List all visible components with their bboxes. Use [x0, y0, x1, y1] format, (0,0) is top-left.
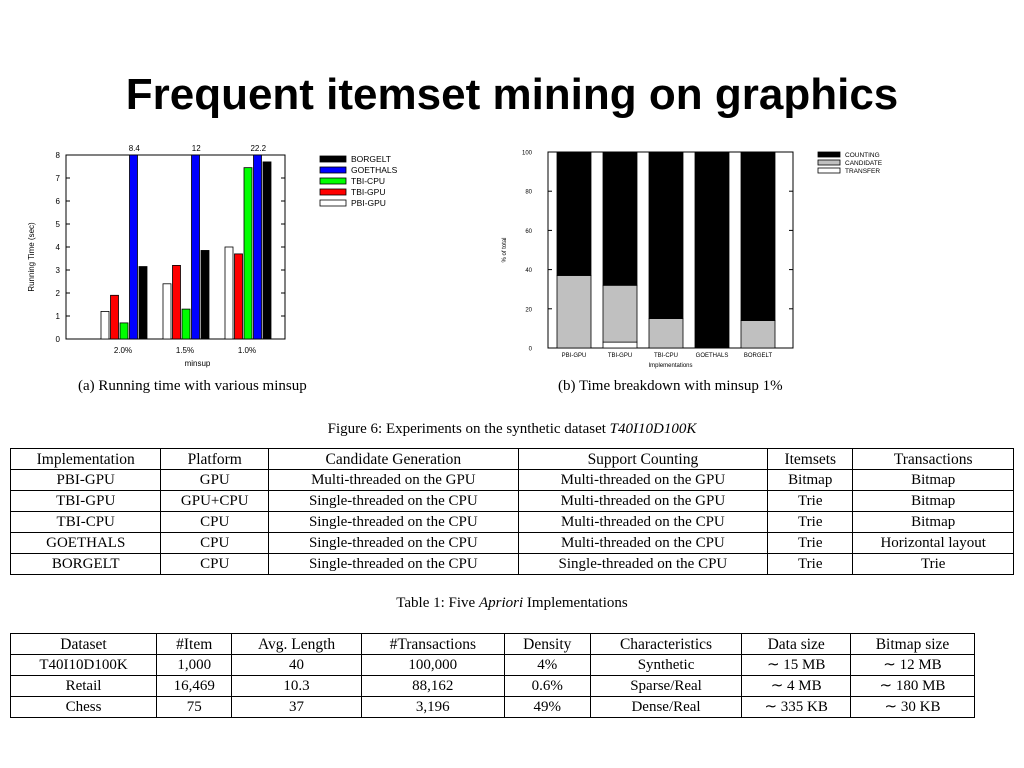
legend-label-pbi-gpu: PBI-GPU [351, 198, 386, 208]
table-row [11, 697, 975, 718]
implementations-table [10, 448, 1014, 575]
bar-goethals-2-0 [130, 155, 138, 339]
y-tick-label: 0 [55, 335, 60, 344]
x-tick-label: GOETHALS [695, 353, 729, 359]
dataset-cell-bitmap-size: ∼ 180 MB [851, 676, 975, 697]
segment-counting-tbi-cpu [649, 152, 683, 319]
y-axis-label: Running Time (sec) [27, 222, 36, 292]
impl-cell-transactions: Bitmap [853, 491, 1014, 512]
impl-cell-transactions: Bitmap [853, 512, 1014, 533]
legend-swatch-tbi-cpu [320, 178, 346, 184]
x-axis-label: Implementations [648, 363, 693, 369]
segment-candidate-pbi-gpu [557, 275, 591, 348]
dataset-cell-transactions: 100,000 [361, 655, 504, 676]
dataset-cell-dataset: Retail [11, 676, 157, 697]
impl-cell-itemsets: Trie [768, 533, 853, 554]
segment-counting-borgelt [741, 152, 775, 321]
legend-label-tbi-gpu: TBI-GPU [351, 187, 386, 197]
y-tick-label: 0 [528, 346, 532, 353]
dataset-cell-density: 4% [504, 655, 590, 676]
y-tick-label: 20 [525, 307, 532, 314]
table-caption-suffix: Implementations [523, 595, 628, 611]
impl-cell-support-counting: Multi-threaded on the GPU [518, 491, 768, 512]
impl-cell-itemsets: Trie [768, 554, 853, 575]
clipped-value-label: 12 [191, 144, 201, 153]
dataset-table [10, 633, 975, 718]
running-time-chart [20, 140, 420, 372]
legend-label-counting: COUNTING [845, 152, 880, 159]
bar-tbi-cpu-1-5 [182, 309, 190, 339]
x-tick-label: 1.5% [175, 346, 195, 355]
dataset-cell-data-size: ∼ 4 MB [742, 676, 851, 697]
impl-header-itemsets: Itemsets [768, 449, 853, 470]
dataset-cell-dataset: T40I10D100K [11, 655, 157, 676]
impl-cell-candidate-generation: Multi-threaded on the GPU [269, 470, 519, 491]
impl-cell-platform: CPU [161, 512, 269, 533]
legend-label-borgelt: BORGELT [351, 154, 391, 164]
bar-pbi-gpu-2-0 [101, 311, 109, 339]
bar-borgelt-2-0 [139, 267, 147, 339]
table-caption [0, 595, 1024, 612]
dataset-header-data-size: Data size [742, 634, 851, 655]
slide-title: Frequent itemset mining on graphics [125, 70, 899, 119]
y-tick-label: 7 [55, 174, 60, 183]
y-tick-label: 1 [55, 312, 60, 321]
legend-swatch-goethals [320, 167, 346, 173]
legend-label-goethals: GOETHALS [351, 165, 398, 175]
dataset-header-dataset: Dataset [11, 634, 157, 655]
impl-cell-transactions: Horizontal layout [853, 533, 1014, 554]
y-tick-label: 40 [525, 268, 532, 275]
impl-cell-platform: CPU [161, 554, 269, 575]
bar-goethals-1-0 [254, 155, 262, 339]
dataset-cell-density: 0.6% [504, 676, 590, 697]
impl-cell-implementation: TBI-GPU [11, 491, 161, 512]
y-axis-label: % of total [502, 237, 508, 263]
dataset-cell-dataset: Chess [11, 697, 157, 718]
dataset-header-avg-length: Avg. Length [232, 634, 361, 655]
impl-cell-platform: GPU [161, 470, 269, 491]
y-tick-label: 8 [55, 151, 60, 160]
table-caption-prefix: Table 1: Five [396, 595, 479, 611]
dataset-header-bitmap-size: Bitmap size [851, 634, 975, 655]
impl-cell-implementation: BORGELT [11, 554, 161, 575]
dataset-header-density: Density [504, 634, 590, 655]
figure-caption-prefix: Figure 6: Experiments on the synthetic dataset [327, 421, 610, 437]
y-tick-label: 100 [521, 150, 532, 157]
table-row [11, 554, 1014, 575]
segment-counting-pbi-gpu [557, 152, 591, 275]
bar-pbi-gpu-1-0 [225, 247, 233, 339]
dataset-header-characteristics: Characteristics [590, 634, 742, 655]
bar-tbi-gpu-1-0 [235, 254, 243, 339]
dataset-cell-avg-length: 10.3 [232, 676, 361, 697]
impl-cell-candidate-generation: Single-threaded on the CPU [269, 533, 519, 554]
dataset-cell-density: 49% [504, 697, 590, 718]
impl-cell-support-counting: Multi-threaded on the CPU [518, 533, 768, 554]
legend-swatch-tbi-gpu [320, 189, 346, 195]
impl-cell-implementation: TBI-CPU [11, 512, 161, 533]
chart-b-caption: (b) Time breakdown with minsup 1% [558, 378, 783, 394]
table-row [11, 533, 1014, 554]
dataset-cell-characteristics: Synthetic [590, 655, 742, 676]
legend-label-tbi-cpu: TBI-CPU [351, 176, 385, 186]
impl-header-support-counting: Support Counting [518, 449, 768, 470]
bar-tbi-cpu-2-0 [120, 323, 128, 339]
x-tick-label: 1.0% [237, 346, 257, 355]
legend-swatch-pbi-gpu [320, 200, 346, 206]
bar-borgelt-1-5 [201, 250, 209, 339]
table-row [11, 512, 1014, 533]
y-tick-label: 80 [525, 189, 532, 196]
table-row [11, 655, 975, 676]
figure-caption [0, 421, 1024, 438]
x-tick-label: PBI-GPU [561, 353, 587, 359]
y-tick-label: 6 [55, 197, 60, 206]
dataset-cell-item: 1,000 [157, 655, 232, 676]
dataset-cell-data-size: ∼ 15 MB [742, 655, 851, 676]
impl-cell-itemsets: Trie [768, 512, 853, 533]
figure-caption-dataset: T40I10D100K [609, 421, 697, 437]
x-tick-label: 2.0% [113, 346, 133, 355]
impl-cell-platform: CPU [161, 533, 269, 554]
dataset-cell-bitmap-size: ∼ 12 MB [851, 655, 975, 676]
segment-transfer-tbi-gpu [603, 342, 637, 348]
bar-pbi-gpu-1-5 [163, 284, 171, 339]
dataset-cell-avg-length: 40 [232, 655, 361, 676]
dataset-cell-avg-length: 37 [232, 697, 361, 718]
dataset-cell-item: 75 [157, 697, 232, 718]
x-tick-label: TBI-GPU [607, 353, 633, 359]
y-tick-label: 60 [525, 228, 532, 235]
impl-cell-platform: GPU+CPU [161, 491, 269, 512]
x-tick-label: TBI-CPU [654, 353, 678, 359]
dataset-header-transactions: #Transactions [361, 634, 504, 655]
clipped-value-label: 22.2 [250, 144, 267, 153]
chart-a-caption: (a) Running time with various minsup [78, 378, 307, 394]
bar-tbi-gpu-2-0 [111, 295, 119, 339]
segment-counting-goethals [695, 152, 729, 348]
impl-cell-implementation: GOETHALS [11, 533, 161, 554]
impl-cell-itemsets: Trie [768, 491, 853, 512]
table-row [11, 676, 975, 697]
segment-candidate-borgelt [741, 321, 775, 348]
impl-cell-implementation: PBI-GPU [11, 470, 161, 491]
impl-header-transactions: Transactions [853, 449, 1014, 470]
bar-goethals-1-5 [192, 155, 200, 339]
y-tick-label: 5 [55, 220, 60, 229]
impl-cell-itemsets: Bitmap [768, 470, 853, 491]
dataset-cell-data-size: ∼ 335 KB [742, 697, 851, 718]
bar-tbi-gpu-1-5 [173, 265, 181, 339]
segment-counting-tbi-gpu [603, 152, 637, 285]
dataset-cell-transactions: 88,162 [361, 676, 504, 697]
segment-candidate-tbi-gpu [603, 285, 637, 342]
legend-swatch-transfer [818, 168, 840, 173]
x-axis-label: minsup [184, 359, 211, 368]
dataset-cell-characteristics: Sparse/Real [590, 676, 742, 697]
impl-cell-support-counting: Single-threaded on the CPU [518, 554, 768, 575]
bar-borgelt-1-0 [263, 162, 271, 339]
y-tick-label: 2 [55, 289, 60, 298]
impl-header-platform: Platform [161, 449, 269, 470]
impl-cell-candidate-generation: Single-threaded on the CPU [269, 554, 519, 575]
impl-cell-transactions: Bitmap [853, 470, 1014, 491]
dataset-cell-bitmap-size: ∼ 30 KB [851, 697, 975, 718]
segment-candidate-tbi-cpu [649, 319, 683, 348]
impl-cell-support-counting: Multi-threaded on the GPU [518, 470, 768, 491]
dataset-cell-item: 16,469 [157, 676, 232, 697]
x-tick-label: BORGELT [743, 353, 773, 359]
legend-label-transfer: TRANSFER [845, 168, 881, 175]
impl-header-implementation: Implementation [11, 449, 161, 470]
legend-swatch-counting [818, 152, 840, 157]
impl-cell-candidate-generation: Single-threaded on the CPU [269, 512, 519, 533]
table-row [11, 470, 1014, 491]
table-caption-apriori: Apriori [478, 595, 524, 611]
legend-swatch-borgelt [320, 156, 346, 162]
y-tick-label: 3 [55, 266, 60, 275]
bar-tbi-cpu-1-0 [244, 168, 252, 339]
time-breakdown-chart [490, 140, 900, 372]
dataset-cell-characteristics: Dense/Real [590, 697, 742, 718]
impl-cell-support-counting: Multi-threaded on the CPU [518, 512, 768, 533]
table-row [11, 491, 1014, 512]
clipped-value-label: 8.4 [128, 144, 140, 153]
y-tick-label: 4 [55, 243, 60, 252]
dataset-cell-transactions: 3,196 [361, 697, 504, 718]
impl-cell-transactions: Trie [853, 554, 1014, 575]
impl-cell-candidate-generation: Single-threaded on the CPU [269, 491, 519, 512]
impl-header-candidate-generation: Candidate Generation [269, 449, 519, 470]
dataset-header-item: #Item [157, 634, 232, 655]
legend-swatch-candidate [818, 160, 840, 165]
legend-label-candidate: CANDIDATE [845, 160, 883, 167]
